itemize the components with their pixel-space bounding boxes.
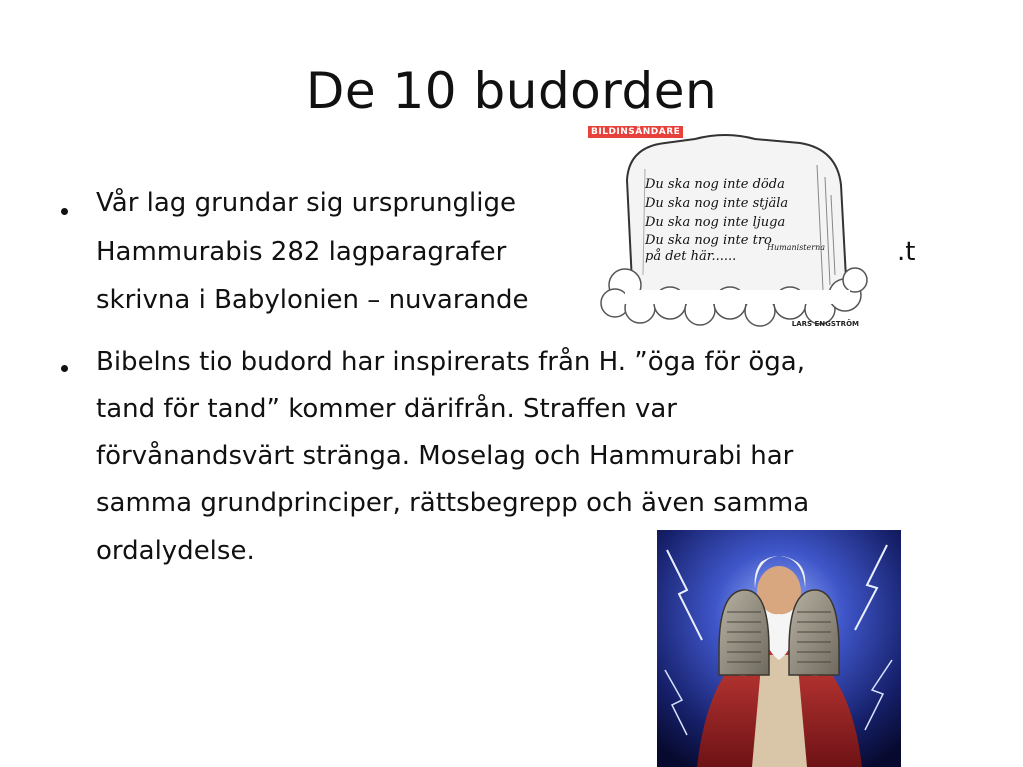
bullet-marker bbox=[61, 208, 68, 215]
bullet-2-line-4: samma grundprinciper, rättsbegrepp och även samma bbox=[96, 488, 810, 518]
bullet-2-line-2: tand för tand” kommer därifrån. Straffen var bbox=[96, 394, 677, 424]
bullet-1-line-3: skrivna i Babylonien – nuvarande bbox=[96, 285, 529, 315]
tablet-line-1: Du ska nog inte döda bbox=[645, 177, 785, 192]
image-caption: BILDINSÄNDARE bbox=[588, 126, 683, 138]
moses-with-tablets-icon bbox=[657, 530, 901, 767]
slide-title: De 10 budorden bbox=[305, 62, 718, 120]
tablet-line-4: Du ska nog inte tro bbox=[645, 233, 772, 248]
tablet-cartoon-image bbox=[585, 125, 871, 330]
moses-illustration bbox=[657, 530, 901, 767]
bullet-2-line-5: ordalydelse. bbox=[96, 536, 255, 566]
bullet-2-line-1: Bibelns tio budord har inspirerats från H. ”öga för öga, bbox=[96, 347, 805, 377]
tablet-line-5: på det här...... bbox=[645, 249, 737, 264]
bullet-1-line-2-end: .t bbox=[897, 237, 916, 267]
bullet-1-line-1: Vår lag grundar sig ursprunglige bbox=[96, 188, 516, 218]
bullet-marker bbox=[61, 365, 68, 372]
bullet-1-line-2: Hammurabis 282 lagparagrafer bbox=[96, 237, 507, 267]
bullet-2-line-3: förvånandsvärt stränga. Moselag och Hammurabi har bbox=[96, 441, 794, 471]
image-credit: LARS ENGSTRÖM bbox=[791, 320, 859, 328]
tablet-line-2: Du ska nog inte stjäla bbox=[645, 196, 789, 211]
tablet-signature: Humanisterna bbox=[767, 243, 825, 252]
tablet-line-3: Du ska nog inte ljuga bbox=[645, 215, 786, 230]
